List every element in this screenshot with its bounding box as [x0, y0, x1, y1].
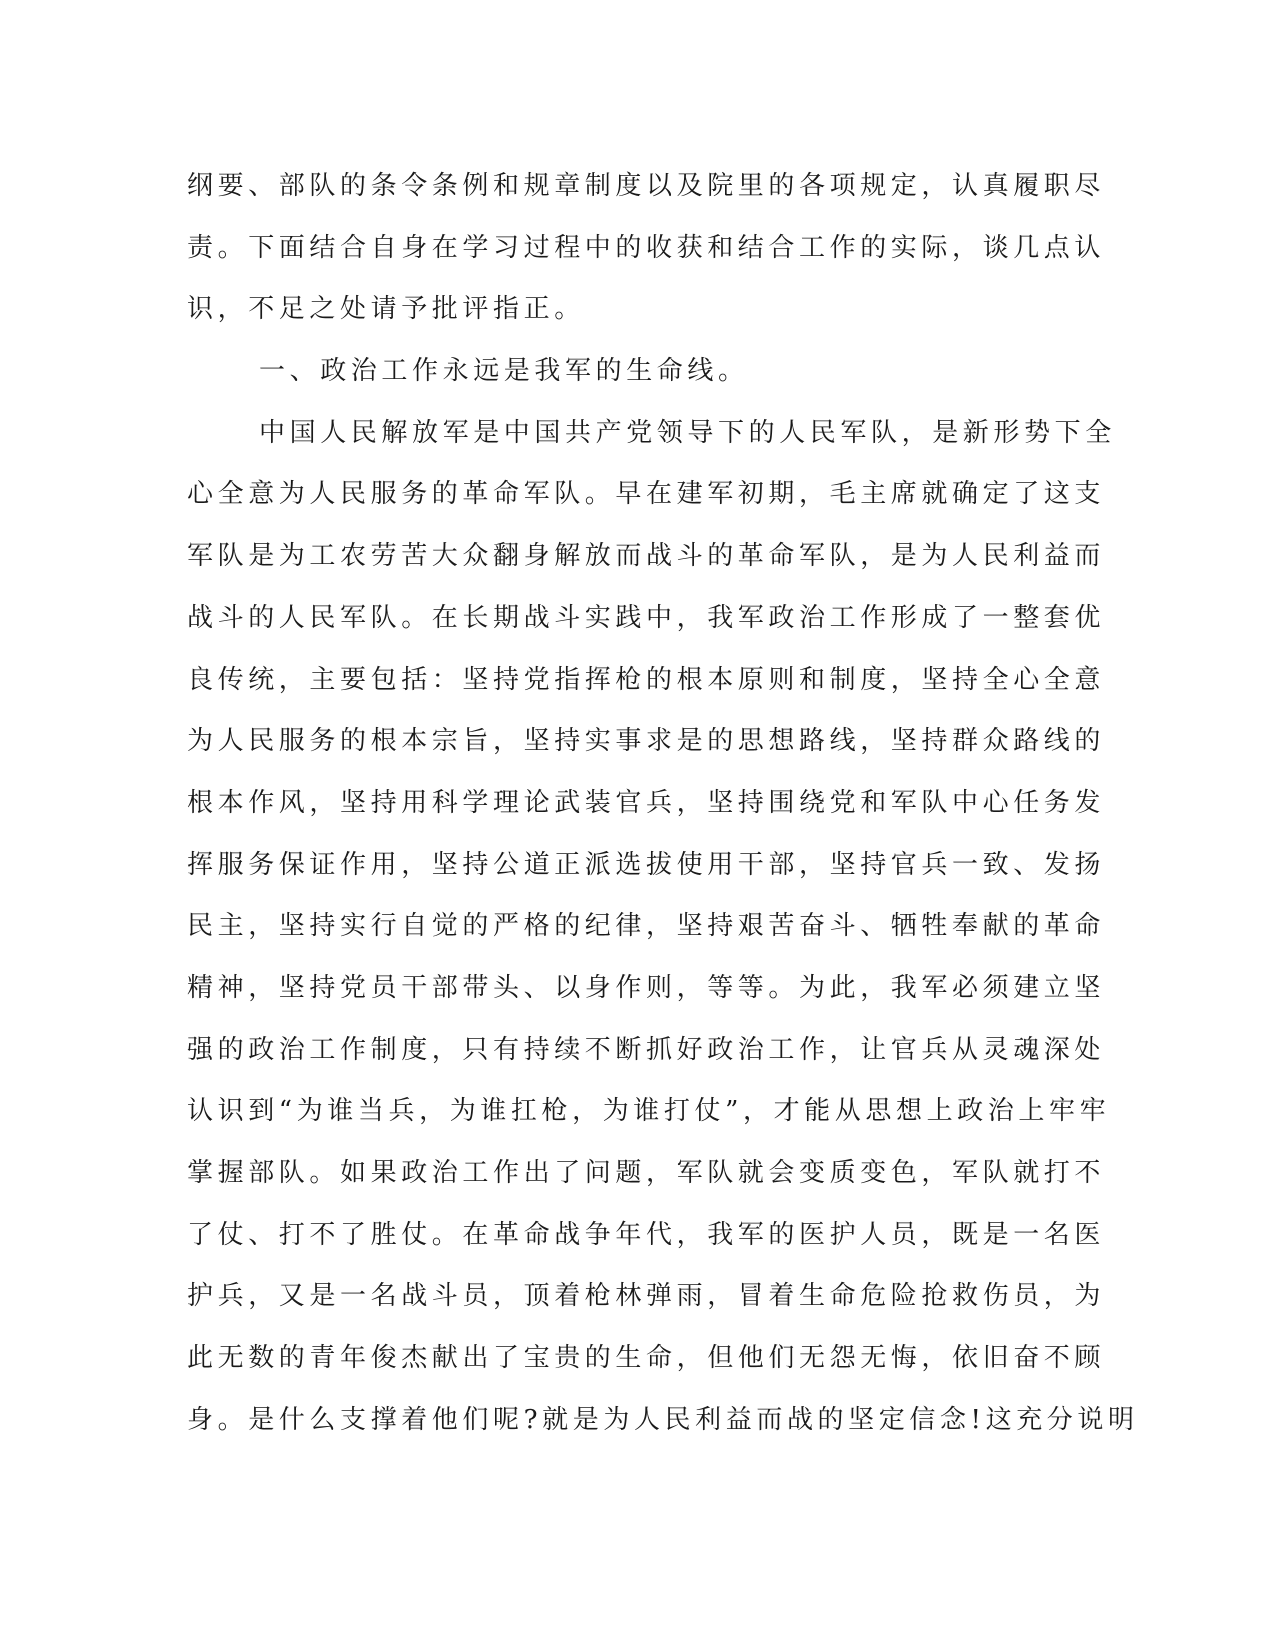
text-line: 挥服务保证作用，坚持公道正派选拔使用干部，坚持官兵一致、发扬	[187, 849, 1106, 880]
text-line: 此无数的青年俊杰献出了宝贵的生命，但他们无怨无悔，依旧奋不顾	[187, 1343, 1106, 1374]
document-body	[187, 156, 1139, 1451]
text-line: 了仗、打不了胜仗。在革命战争年代，我军的医护人员，既是一名医	[187, 1219, 1106, 1250]
text-line: 军队是为工农劳苦大众翻身解放而战斗的革命军队，是为人民利益而	[187, 541, 1106, 572]
text-line: 为人民服务的根本宗旨，坚持实事求是的思想路线，坚持群众路线的	[187, 726, 1106, 757]
text-line: 强的政治工作制度，只有持续不断抓好政治工作，让官兵从灵魂深处	[187, 1034, 1106, 1065]
text-line: 根本作风，坚持用科学理论武装官兵，坚持围绕党和军队中心任务发	[187, 787, 1106, 818]
text-line: 纲要、部队的条令条例和规章制度以及院里的各项规定，认真履职尽	[187, 171, 1106, 201]
text-line: 掌握部队。如果政治工作出了问题，军队就会变质变色，军队就打不	[187, 1158, 1106, 1188]
text-line: 护兵，又是一名战斗员，顶着枪林弹雨，冒着生命危险抢救伤员，为	[187, 1281, 1106, 1312]
text-line: 战斗的人民军队。在长期战斗实践中，我军政治工作形成了一整套优	[187, 602, 1106, 633]
text-line: 良传统，主要包括：坚持党指挥枪的根本原则和制度，坚持全心全意	[187, 664, 1106, 695]
text-line: 中国人民解放军是中国共产党领导下的人民军队，是新形势下全	[259, 417, 1116, 448]
text-line: 心全意为人民服务的革命军队。早在建军初期，毛主席就确定了这支	[187, 479, 1106, 510]
text-line: 责。下面结合自身在学习过程中的收获和结合工作的实际，谈几点认	[187, 232, 1106, 263]
text-line: 精神，坚持党员干部带头、以身作则，等等。为此，我军必须建立坚	[187, 972, 1106, 1003]
text-line: 民主，坚持实行自觉的严格的纪律，坚持艰苦奋斗、牺牲奉献的革命	[187, 911, 1106, 942]
text-line: 身。是什么支撑着他们呢?就是为人民利益而战的坚定信念!这充分说明	[187, 1404, 1139, 1435]
text-line: 识，不足之处请予批评指正。	[187, 294, 585, 325]
section-heading: 一、政治工作永远是我军的生命线。	[259, 356, 749, 387]
text-line: 认识到“为谁当兵，为谁扛枪，为谁打仗”，才能从思想上政治上牢牢	[187, 1096, 1111, 1127]
